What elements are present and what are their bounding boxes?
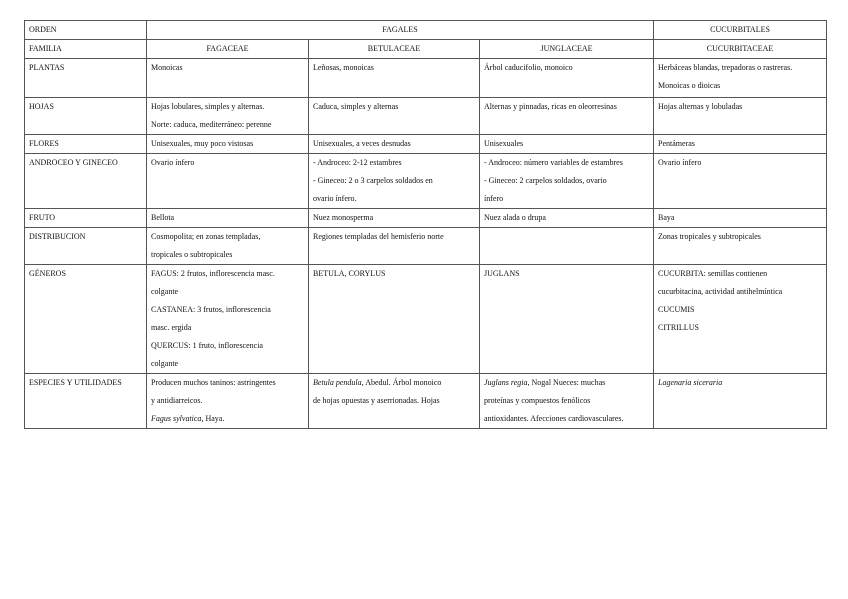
cell-junglaceae: JUGLANS: [480, 265, 654, 374]
cell-cucurbitaceae: Pentámeras: [654, 135, 827, 154]
cell-junglaceae: [480, 228, 654, 265]
cell-line: - Gineceo: 2 o 3 carpelos soldados en: [313, 176, 433, 185]
cell-junglaceae: Alternas y pinnadas, ricas en oleorresinas: [480, 98, 654, 135]
cell-fagaceae: [147, 374, 309, 429]
row-label: GÉNEROS: [25, 265, 147, 374]
species-name: Lagenaria siceraria: [658, 378, 723, 387]
familia-fagaceae: FAGACEAE: [147, 40, 309, 59]
orden-label: ORDEN: [25, 21, 147, 40]
cell-line: proteínas y compuestos fenólicos: [484, 396, 591, 405]
cell-betulaceae: Leñosas, monoicas: [309, 59, 480, 98]
cell-line: [484, 374, 649, 392]
cell-line: [151, 410, 304, 428]
cell-fagaceae: Monoicas: [147, 59, 309, 98]
cell-line: Norte: caduca, mediterráneo: perenne: [151, 120, 272, 129]
cell-line: ínfero: [484, 194, 504, 203]
species-desc: , Abedul. Árbol monoico: [361, 378, 442, 387]
cell-line: antioxidantes. Afecciones cardiovasculares.: [484, 414, 624, 423]
cell-line: QUERCUS: 1 fruto, inflorescencia: [151, 341, 263, 350]
row-label: FRUTO: [25, 209, 147, 228]
row-generos: [25, 265, 827, 374]
cell-cucurbitaceae: Hojas alternas y lobuladas: [654, 98, 827, 135]
cell-junglaceae: Unisexuales: [480, 135, 654, 154]
cell-line: CASTANEA: 3 frutos, inflorescencia: [151, 305, 271, 314]
cell-fagaceae: Ovario ínfero: [147, 154, 309, 209]
cell-fagaceae: Bellota: [147, 209, 309, 228]
taxonomy-table: [24, 20, 827, 429]
cell-line: y antidiarreicos.: [151, 396, 203, 405]
row-label: FLORES: [25, 135, 147, 154]
species-desc: , Nogal Nueces: muchas: [527, 378, 606, 387]
row-familia: [25, 40, 827, 59]
row-androceo: [25, 154, 827, 209]
row-hojas: [25, 98, 827, 135]
row-flores: [25, 135, 827, 154]
cell-betulaceae: [309, 154, 480, 209]
cell-line: FAGUS: 2 frutos, inflorescencia masc.: [151, 269, 275, 278]
cell-line: CITRILLUS: [658, 323, 699, 332]
cell-line: colgante: [151, 359, 179, 368]
cell-betulaceae: [309, 374, 480, 429]
cell-fagaceae: Unisexuales, muy poco vistosas: [147, 135, 309, 154]
cell-betulaceae: Regiones templadas del hemisferio norte: [309, 228, 480, 265]
cell-line: colgante: [151, 287, 179, 296]
cell-junglaceae: [480, 154, 654, 209]
row-distribucion: [25, 228, 827, 265]
cell-fagaceae: [147, 98, 309, 135]
cell-line: Monoicas o dioicas: [658, 81, 721, 90]
row-orden: [25, 21, 827, 40]
row-label: PLANTAS: [25, 59, 147, 98]
cell-junglaceae: Nuez alada o drupa: [480, 209, 654, 228]
cell-betulaceae: BETULA, CORYLUS: [309, 265, 480, 374]
cell-cucurbitaceae: [654, 374, 827, 429]
cell-line: CUCURBITA: semillas contienen: [658, 269, 768, 278]
cell-line: masc. ergida: [151, 323, 192, 332]
cell-line: tropicales o subtropicales: [151, 250, 233, 259]
cell-cucurbitaceae: [654, 59, 827, 98]
row-plantas: [25, 59, 827, 98]
cell-line: [313, 374, 475, 392]
familia-label: FAMILIA: [25, 40, 147, 59]
species-name: Betula pendula: [313, 378, 362, 387]
cell-line: de hojas opuestas y aserrionadas. Hojas: [313, 396, 440, 405]
cell-line: ovario ínfero.: [313, 194, 357, 203]
cell-line: Hojas lobulares, simples y alternas.: [151, 102, 265, 111]
orden-cucurbitales: CUCURBITALES: [654, 21, 827, 40]
cell-line: Producen muchos taninos: astringentes: [151, 378, 276, 387]
cell-cucurbitaceae: [654, 265, 827, 374]
familia-junglaceae: JUNGLACEAE: [480, 40, 654, 59]
cell-line: Cosmopolita; en zonas templadas,: [151, 232, 261, 241]
cell-line: cucurbitacina, actividad antihelmíntica: [658, 287, 783, 296]
row-label: ANDROCEO Y GINECEO: [25, 154, 147, 209]
familia-cucurbitaceae: CUCURBITACEAE: [654, 40, 827, 59]
cell-betulaceae: Unisexuales, a veces desnudas: [309, 135, 480, 154]
cell-cucurbitaceae: Ovario ínfero: [654, 154, 827, 209]
species-name: Juglans regia: [484, 378, 528, 387]
cell-fagaceae: [147, 228, 309, 265]
cell-cucurbitaceae: Zonas tropicales y subtropicales: [654, 228, 827, 265]
species-name: Fagus sylvatica: [151, 414, 202, 423]
cell-betulaceae: Caduca, simples y alternas: [309, 98, 480, 135]
cell-junglaceae: [480, 374, 654, 429]
cell-line: CUCUMIS: [658, 305, 695, 314]
orden-fagales: FAGALES: [147, 21, 654, 40]
cell-junglaceae: Árbol caducifolio, monoico: [480, 59, 654, 98]
cell-line: Herbáceas blandas, trepadoras o rastreras.: [658, 63, 793, 72]
cell-line: - Gineceo: 2 carpelos soldados, ovario: [484, 176, 607, 185]
row-label: DISTRIBUCION: [25, 228, 147, 265]
row-fruto: [25, 209, 827, 228]
cell-betulaceae: Nuez monosperma: [309, 209, 480, 228]
row-label: ESPECIES Y UTILIDADES: [25, 374, 147, 429]
cell-line: - Androceo: 2-12 estambres: [313, 158, 402, 167]
cell-line: - Androceo: número variables de estambres: [484, 158, 623, 167]
cell-fagaceae: [147, 265, 309, 374]
row-especies: [25, 374, 827, 429]
row-label: HOJAS: [25, 98, 147, 135]
cell-cucurbitaceae: Baya: [654, 209, 827, 228]
familia-betulaceae: BETULACEAE: [309, 40, 480, 59]
common-name: , Haya.: [201, 414, 225, 423]
